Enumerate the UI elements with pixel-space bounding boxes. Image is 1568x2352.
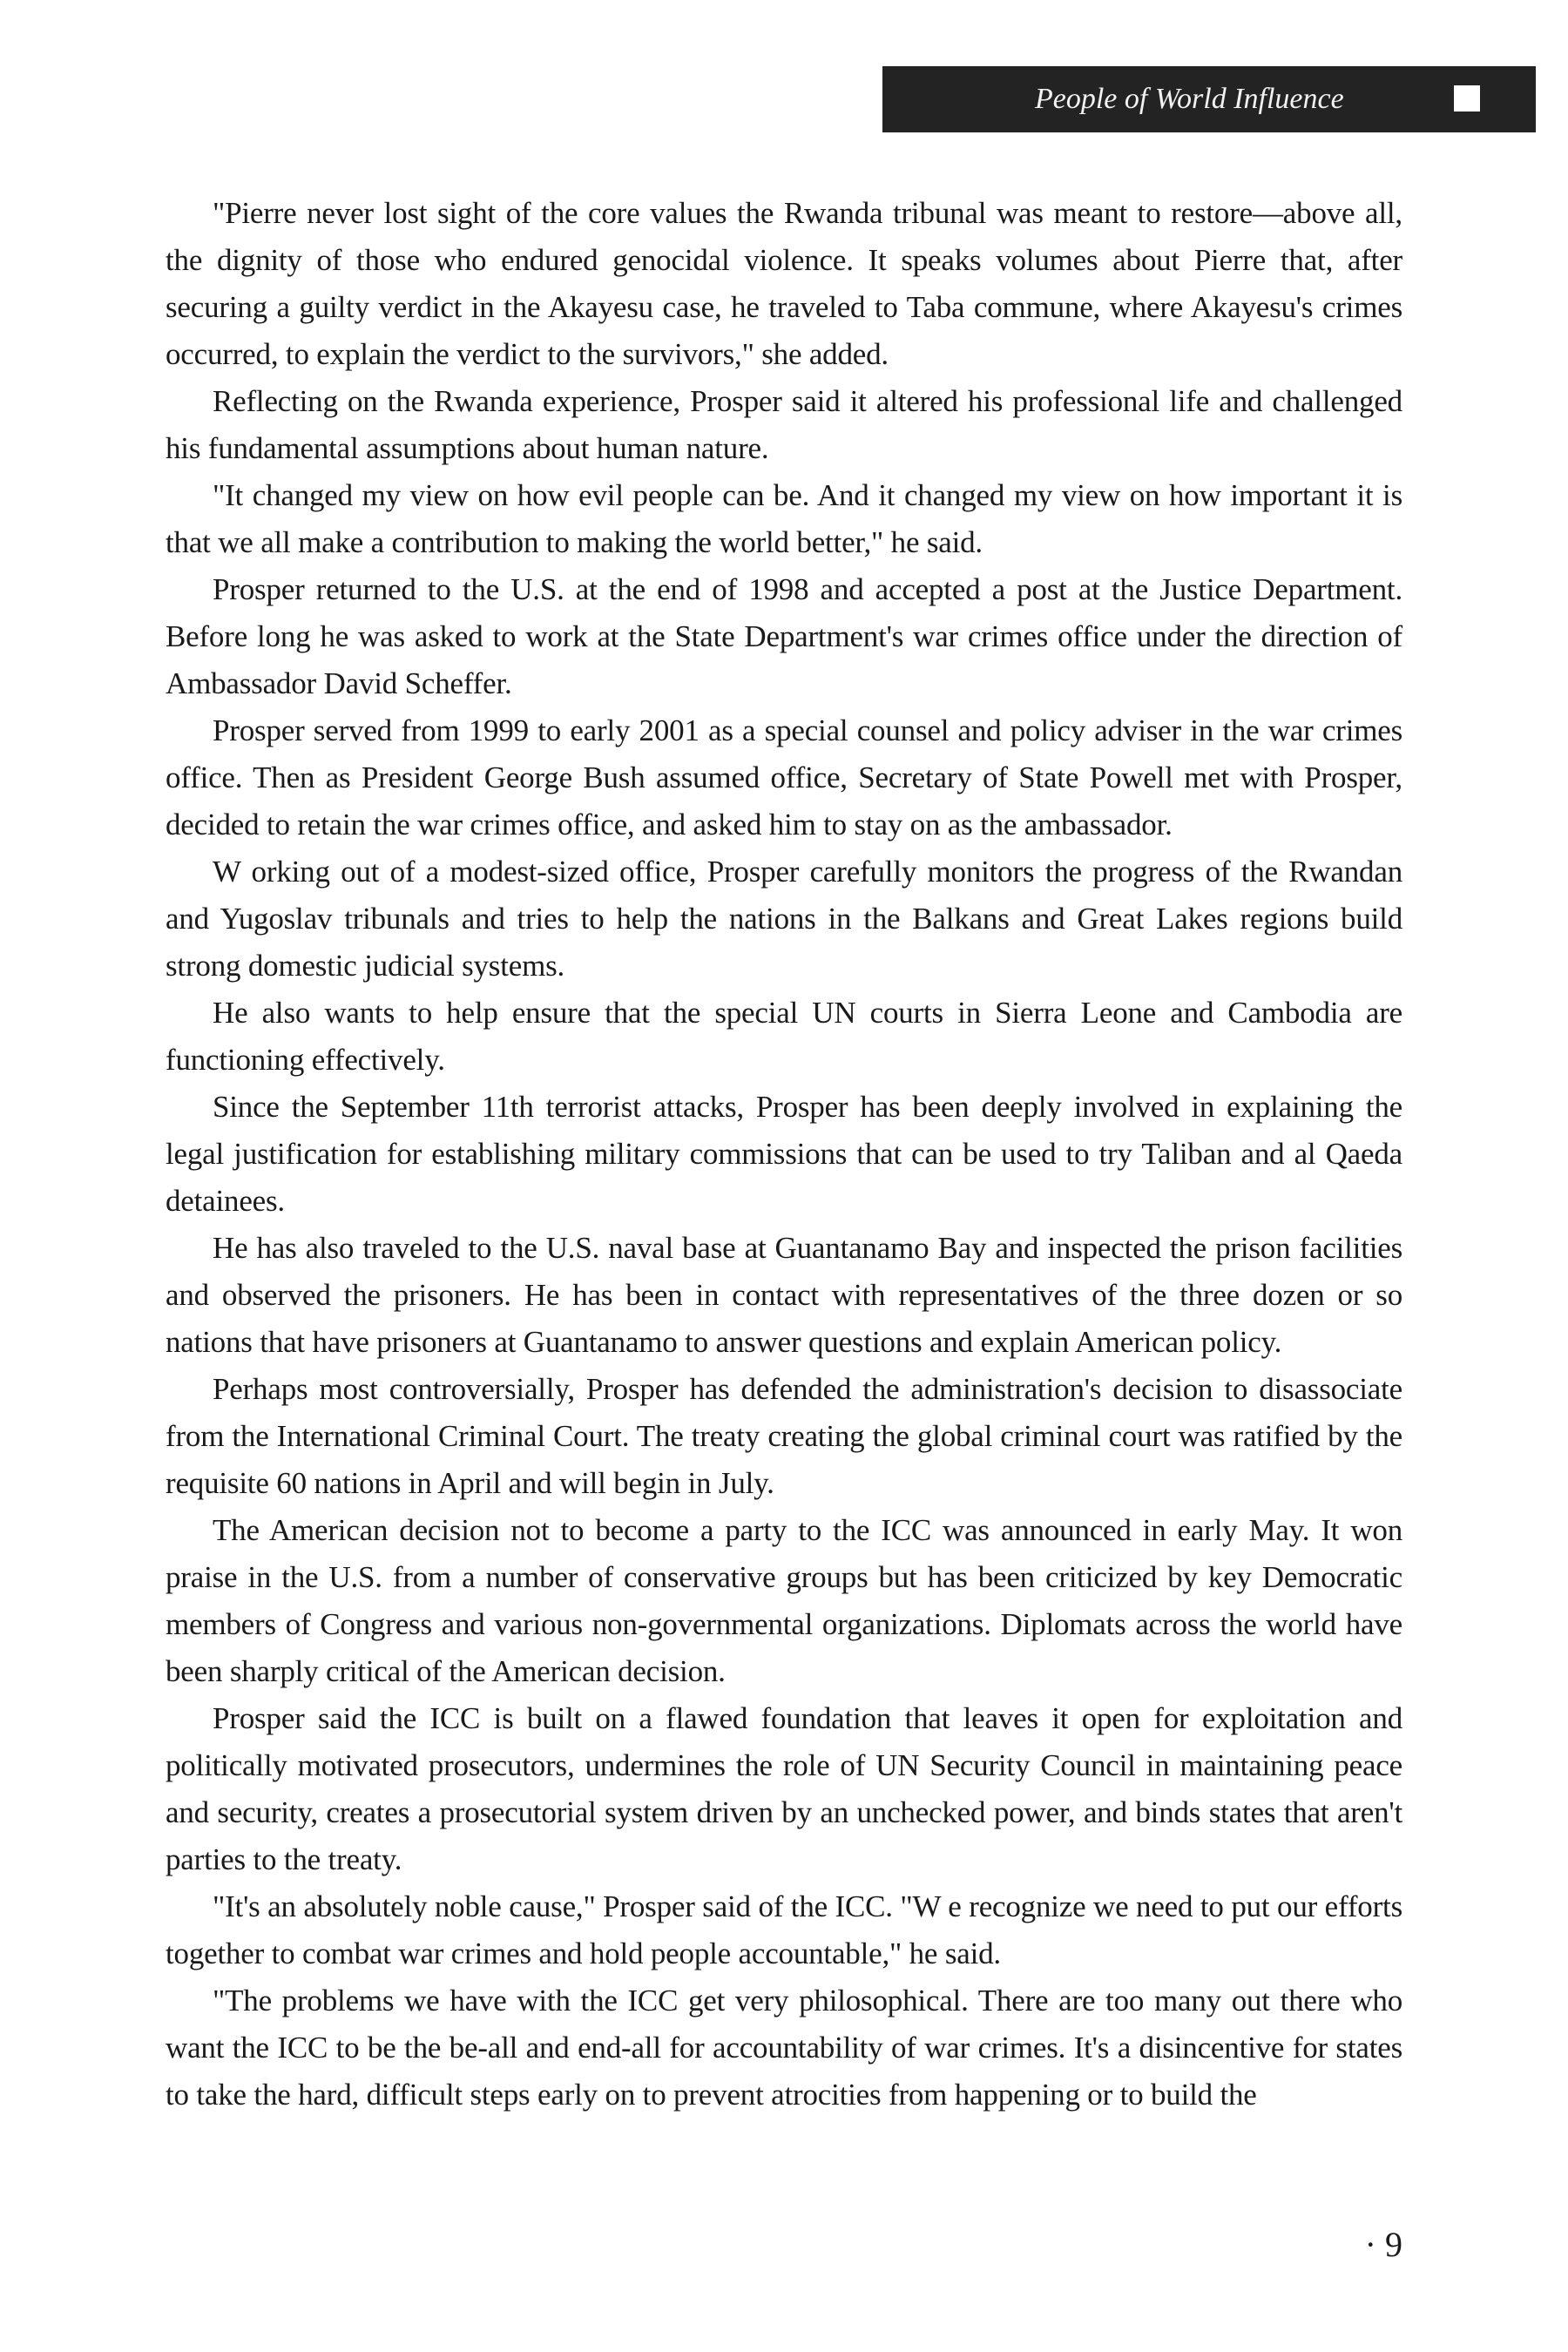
paragraph: W orking out of a modest-sized office, Prosper carefully monitors the progress of the Rwandan and Yugoslav tribunals and tries to help the nations in the Balkans and Great Lakes regions build strong domestic judicial systems. <box>166 855 1402 983</box>
paragraph: Perhaps most controversially, Prosper has defended the administration's decision to disassociate from the International Criminal Court. The treaty creating the global criminal court was ratified by the requisite 60 nations in April and will begin in July. <box>166 1372 1402 1500</box>
article-body <box>166 190 1402 2119</box>
square-bullet-icon <box>1454 85 1480 112</box>
paragraph: Since the September 11th terrorist attacks, Prosper has been deeply involved in explaining the legal justification for establishing military commissions that can be used to try Taliban and al Qaeda detainees. <box>166 1090 1402 1218</box>
paragraph: Prosper said the ICC is built on a flawed foundation that leaves it open for exploitation and politically motivated prosecutors, undermines the role of UN Security Council in maintaining peace and security, creates a prosecutorial system driven by an unchecked power, and binds states that aren't parties to the treaty. <box>166 1701 1402 1876</box>
paragraph: He also wants to help ensure that the special UN courts in Sierra Leone and Cambodia are functioning effectively. <box>166 996 1402 1077</box>
running-header-title: People of World Influence <box>1035 83 1344 115</box>
paragraph: "It's an absolutely noble cause," Prosper said of the ICC. "W e recognize we need to put our efforts together to combat war crimes and hold people accountable," he said. <box>166 1889 1402 1970</box>
paragraph: Prosper served from 1999 to early 2001 as a special counsel and policy adviser in the war crimes office. Then as President George Bush assumed office, Secretary of State Powell met with Prosper, decided to retain the war crimes office, and asked him to stay on as the ambassador. <box>166 713 1402 841</box>
paragraph: "It changed my view on how evil people can be. And it changed my view on how important it is that we all make a contribution to making the world better," he said. <box>166 478 1402 559</box>
paragraph: The American decision not to become a party to the ICC was announced in early May. It won praise in the U.S. from a number of conservative groups but has been criticized by key Democratic members of Congress and various non-governmental organizations. Diplomats across the world have been sharply critical of the American decision. <box>166 1513 1402 1688</box>
paragraph: Prosper returned to the U.S. at the end of 1998 and accepted a post at the Justice Department. Before long he was asked to work at the State Department's war crimes office under the direction of Ambassador David Scheffer. <box>166 572 1402 700</box>
paragraph: Reflecting on the Rwanda experience, Prosper said it altered his professional life and challenged his fundamental assumptions about human nature. <box>166 384 1402 465</box>
paragraph: "Pierre never lost sight of the core values the Rwanda tribunal was meant to restore—above all, the dignity of those who endured genocidal violence. It speaks volumes about Pierre that, after securing a guilty verdict in the Akayesu case, he traveled to Taba commune, where Akayesu's crimes occurred, to explain the verdict to the survivors," she added. <box>166 196 1402 371</box>
running-header <box>882 66 1536 132</box>
paragraph: He has also traveled to the U.S. naval base at Guantanamo Bay and inspected the prison facilities and observed the prisoners. He has been in contact with representatives of the three dozen or so nations that have prisoners at Guantanamo to answer questions and explain American policy. <box>166 1231 1402 1359</box>
page-number: · 9 <box>1364 2225 1402 2264</box>
paragraph: "The problems we have with the ICC get very philosophical. There are too many out there who want the ICC to be the be-all and end-all for accountability of war crimes. It's a disincentive for states to take the hard, difficult steps early on to prevent atrocities from happening or to build the <box>166 1984 1402 2112</box>
